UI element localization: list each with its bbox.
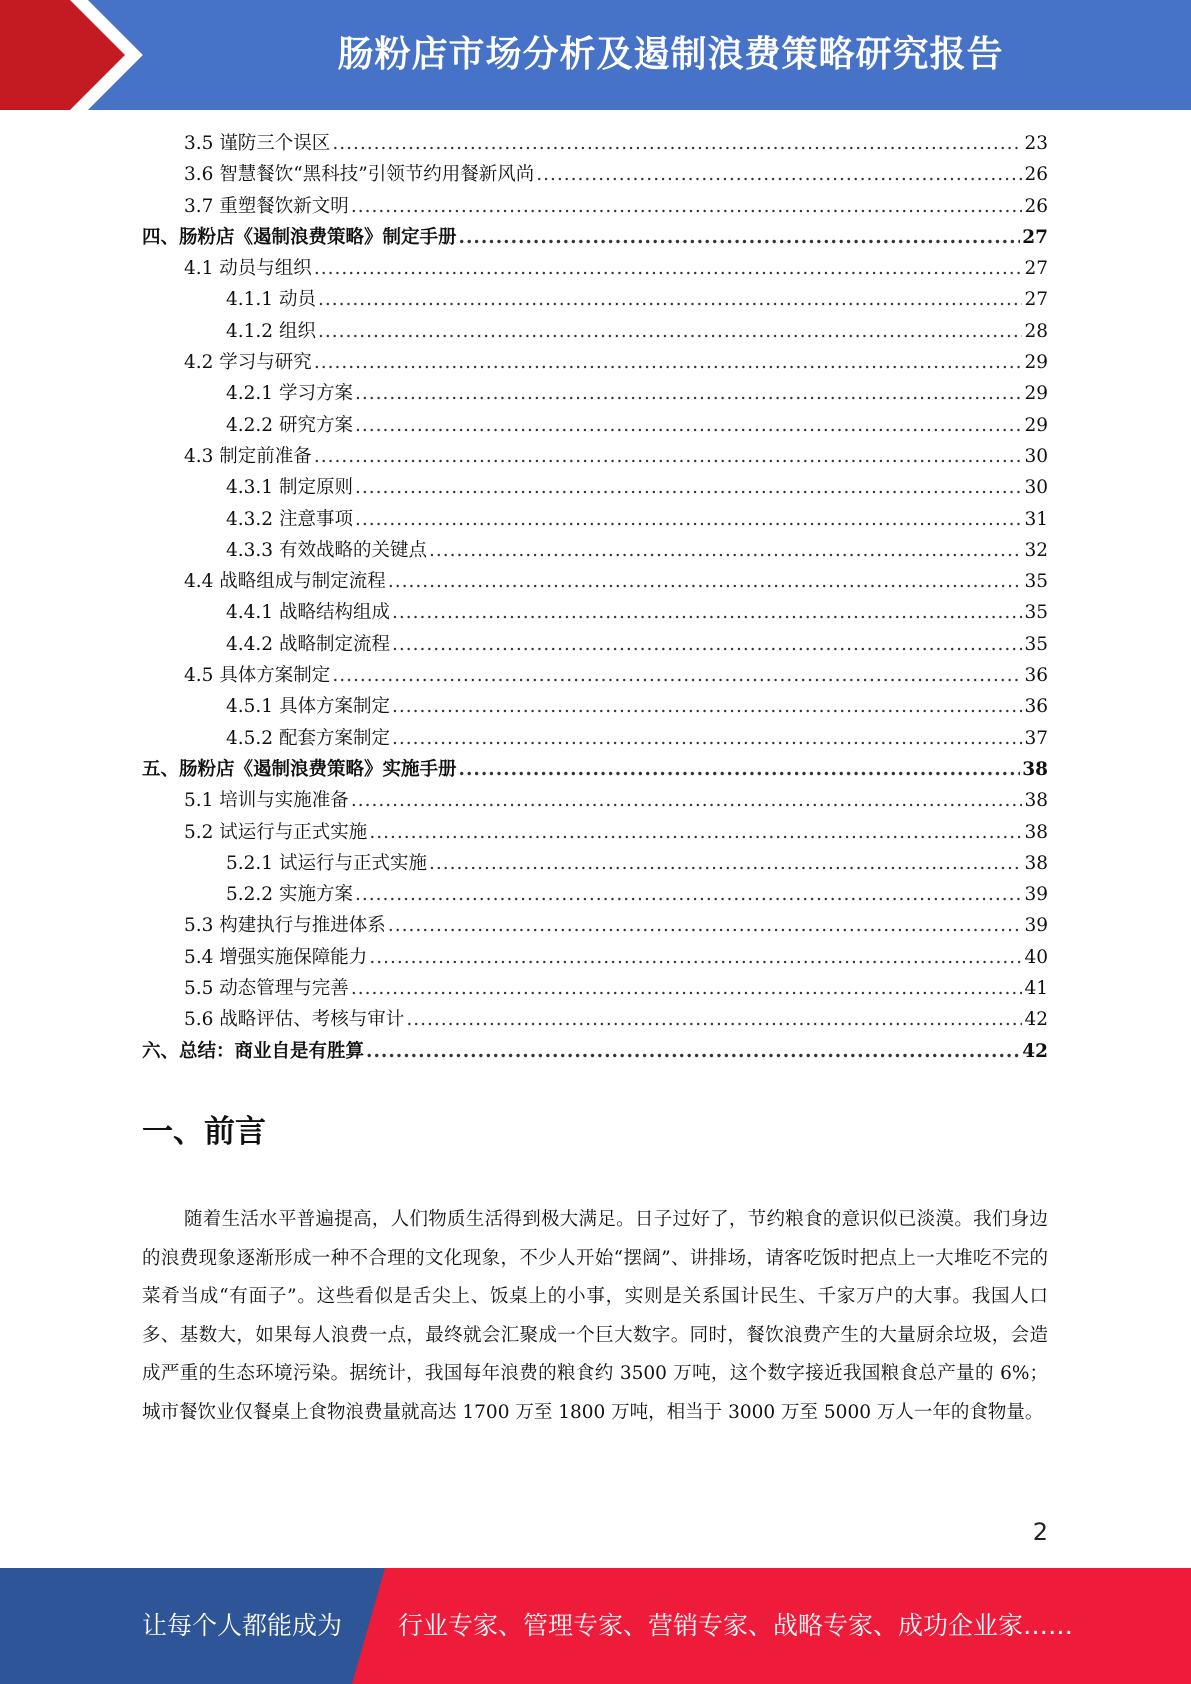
toc-entry-label: 5.5 动态管理与完善 <box>184 978 349 1000</box>
toc-entry-page: 27 <box>1024 289 1048 311</box>
toc-entry-page: 42 <box>1022 1040 1048 1062</box>
toc-entry-label: 4.2.1 学习方案 <box>226 383 353 405</box>
toc-entry-label: 4.4.2 战略制定流程 <box>226 633 390 655</box>
page-footer <box>0 1568 1191 1684</box>
toc-entry-page: 32 <box>1024 539 1048 561</box>
toc-leader-dots <box>369 817 1022 848</box>
toc-leader-dots <box>355 504 1023 535</box>
toc-entry-page: 38 <box>1024 790 1048 812</box>
toc-entry[interactable] <box>142 378 1048 409</box>
toc-leader-dots <box>459 222 1021 253</box>
toc-leader-dots <box>332 128 1022 159</box>
toc-entry[interactable] <box>142 817 1048 848</box>
toc-leader-dots <box>429 535 1022 566</box>
toc-entry[interactable] <box>142 566 1048 597</box>
toc-leader-dots <box>332 660 1022 691</box>
toc-entry-page: 35 <box>1024 602 1048 624</box>
toc-entry-page: 28 <box>1024 320 1048 342</box>
toc-entry[interactable] <box>142 942 1048 973</box>
toc-entry[interactable] <box>142 879 1048 910</box>
toc-entry-label: 5.2.2 实施方案 <box>226 884 353 906</box>
toc-entry-label: 4.3 制定前准备 <box>184 445 312 467</box>
toc-entry-page: 23 <box>1024 133 1048 154</box>
toc-entry[interactable] <box>142 504 1048 535</box>
toc-leader-dots <box>388 910 1023 941</box>
toc-entry-label: 5.4 增强实施保障能力 <box>184 946 368 968</box>
toc-entry-label: 5.6 战略评估、考核与审计 <box>184 1009 405 1031</box>
toc-entry-label: 4.3.3 有效战略的关键点 <box>226 539 427 561</box>
toc-entry-label: 5.1 培训与实施准备 <box>184 790 349 812</box>
toc-entry[interactable] <box>142 1036 1048 1067</box>
toc-entry[interactable] <box>142 316 1048 347</box>
toc-entry-page: 36 <box>1024 665 1048 687</box>
toc-entry-page: 30 <box>1024 477 1048 499</box>
toc-entry-label: 3.6 智慧餐饮“黑科技”引领节约用餐新风尚 <box>184 164 535 186</box>
toc-entry-page: 41 <box>1024 978 1048 1000</box>
toc-entry-page: 26 <box>1024 195 1048 217</box>
header-chevron-icon <box>0 0 150 110</box>
page-number: 2 <box>1032 1518 1048 1546</box>
toc-entry[interactable] <box>142 284 1048 315</box>
toc-entry-page: 38 <box>1022 758 1048 780</box>
toc-entry-page: 35 <box>1024 571 1048 593</box>
toc-entry-label: 3.5 谨防三个误区 <box>184 133 331 154</box>
toc-entry-label: 5.2.1 试运行与正式实施 <box>226 852 427 874</box>
toc-leader-dots <box>355 378 1023 409</box>
table-of-contents <box>142 128 1048 1067</box>
toc-entry-label: 4.3.2 注意事项 <box>226 508 353 530</box>
toc-entry-label: 4.4 战略组成与制定流程 <box>184 571 386 593</box>
toc-entry[interactable] <box>142 754 1048 785</box>
toc-leader-dots <box>355 879 1023 910</box>
toc-entry[interactable] <box>142 660 1048 691</box>
toc-entry[interactable] <box>142 253 1048 284</box>
toc-entry[interactable] <box>142 472 1048 503</box>
toc-entry-label: 4.1.2 组织 <box>226 320 316 342</box>
toc-entry[interactable] <box>142 191 1048 222</box>
toc-entry[interactable] <box>142 128 1048 159</box>
footer-slogan-left: 让每个人都能成为 <box>142 1611 343 1640</box>
toc-leader-dots <box>459 754 1021 785</box>
toc-entry-label: 六、总结：商业自是有胜算 <box>142 1040 365 1062</box>
page-header <box>0 0 1191 110</box>
toc-leader-dots <box>392 723 1022 754</box>
toc-entry[interactable] <box>142 1004 1048 1035</box>
toc-leader-dots <box>314 253 1023 284</box>
toc-leader-dots <box>406 1004 1022 1035</box>
toc-leader-dots <box>318 284 1023 315</box>
toc-entry-page: 39 <box>1024 884 1048 906</box>
toc-entry-page: 31 <box>1024 508 1048 530</box>
toc-leader-dots <box>355 410 1023 441</box>
toc-leader-dots <box>366 1036 1020 1067</box>
toc-entry-page: 27 <box>1024 258 1048 280</box>
report-title: 肠粉店市场分析及遏制浪费策略研究报告 <box>337 34 1004 75</box>
toc-entry[interactable] <box>142 629 1048 660</box>
toc-entry-label: 4.2.2 研究方案 <box>226 414 353 436</box>
toc-entry-page: 40 <box>1024 946 1048 968</box>
toc-entry[interactable] <box>142 910 1048 941</box>
toc-entry[interactable] <box>142 785 1048 816</box>
toc-leader-dots <box>314 441 1023 472</box>
body-paragraph: 随着生活水平普遍提高，人们物质生活得到极大满足。日子过好了，节约粮食的意识似已淡漠。我们身边的浪费现象逐渐形成一种不合理的文化现象，不少人开始“摆阔”、讲排场，请客吃饭时把点上一大堆吃不完的菜肴当成“有面子”。这些看似是舌尖上、饭桌上的小事，实则是关系国计民生、千家万户的大事。我国人口多、基数大，如果每人浪费一点，最终就会汇聚成一个巨大数字。同时，餐饮浪费产生的大量厨余垃圾，会造成严重的生态环境污染。据统计，我国每年浪费的粮食约 3500 万吨，这个数字接近我国粮食总产量的 6%；城市餐饮业仅餐桌上食物浪费量就高达 1700 万至 1800 万吨，相当于 3000 万至 5000 万人一年的食物量。 <box>142 1209 1048 1423</box>
toc-leader-dots <box>369 942 1022 973</box>
toc-entry-page: 29 <box>1024 414 1048 436</box>
toc-entry[interactable] <box>142 848 1048 879</box>
toc-leader-dots <box>351 973 1023 1004</box>
toc-entry[interactable] <box>142 441 1048 472</box>
toc-entry-page: 36 <box>1024 696 1048 718</box>
toc-entry-label: 4.5 具体方案制定 <box>184 665 331 687</box>
toc-leader-dots <box>388 566 1023 597</box>
toc-leader-dots <box>392 629 1022 660</box>
toc-entry-page: 35 <box>1024 633 1048 655</box>
toc-entry-page: 39 <box>1024 915 1048 937</box>
toc-leader-dots <box>392 597 1022 628</box>
toc-entry-page: 37 <box>1024 727 1048 749</box>
toc-entry-label: 4.5.2 配套方案制定 <box>226 727 390 749</box>
toc-entry[interactable] <box>142 691 1048 722</box>
toc-leader-dots <box>429 848 1022 879</box>
footer-slogan-right: 行业专家、管理专家、营销专家、战略专家、成功企业家…… <box>398 1611 1074 1640</box>
toc-leader-dots <box>355 472 1023 503</box>
toc-entry[interactable] <box>142 723 1048 754</box>
toc-entry-label: 四、肠粉店《遏制浪费策略》制定手册 <box>142 226 457 248</box>
toc-entry[interactable] <box>142 535 1048 566</box>
toc-entry-page: 29 <box>1024 383 1048 405</box>
toc-entry-label: 4.1.1 动员 <box>226 289 316 311</box>
toc-entry-label: 4.1 动员与组织 <box>184 258 312 280</box>
toc-entry-label: 五、肠粉店《遏制浪费策略》实施手册 <box>142 758 457 780</box>
toc-leader-dots <box>351 785 1023 816</box>
toc-entry[interactable] <box>142 973 1048 1004</box>
toc-entry-page: 38 <box>1024 852 1048 874</box>
toc-entry-page: 38 <box>1024 821 1048 843</box>
toc-entry-page: 27 <box>1022 226 1048 248</box>
toc-entry-label: 3.7 重塑餐饮新文明 <box>184 195 349 217</box>
toc-entry-page: 29 <box>1024 352 1048 374</box>
toc-leader-dots <box>392 691 1022 722</box>
toc-entry[interactable] <box>142 597 1048 628</box>
toc-entry-page: 42 <box>1024 1009 1048 1031</box>
toc-entry-label: 4.2 学习与研究 <box>184 352 312 374</box>
toc-entry[interactable] <box>142 159 1048 190</box>
toc-entry[interactable] <box>142 410 1048 441</box>
toc-entry[interactable] <box>142 222 1048 253</box>
toc-leader-dots <box>351 191 1023 222</box>
toc-entry-label: 5.2 试运行与正式实施 <box>184 821 368 843</box>
toc-entry-label: 5.3 构建执行与推进体系 <box>184 915 386 937</box>
toc-entry[interactable] <box>142 347 1048 378</box>
toc-entry-page: 30 <box>1024 445 1048 467</box>
toc-entry-label: 4.5.1 具体方案制定 <box>226 696 390 718</box>
toc-leader-dots <box>318 316 1023 347</box>
toc-leader-dots <box>536 159 1022 190</box>
section-heading: 一、前言 <box>142 1114 266 1150</box>
toc-entry-label: 4.3.1 制定原则 <box>226 477 353 499</box>
toc-leader-dots <box>314 347 1023 378</box>
toc-entry-page: 26 <box>1024 164 1048 186</box>
toc-entry-label: 4.4.1 战略结构组成 <box>226 602 390 624</box>
